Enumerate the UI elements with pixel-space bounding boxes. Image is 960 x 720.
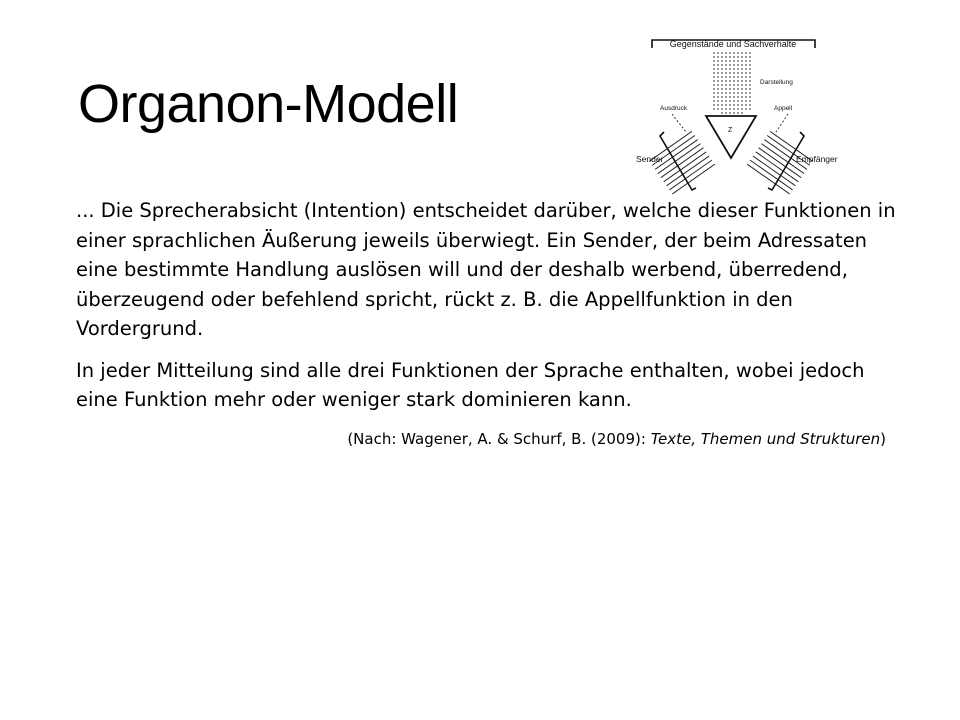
slide-title: Organon-Modell [78, 74, 459, 134]
ausdruck-label: Ausdruck [660, 105, 688, 112]
paragraph-intention: ... Die Sprecherabsicht (Intention) entscheidet darüber, welche dieser Funktionen in einer sprachlichen Äußerung jeweils überwiegt. Ein Sender, der beim Adressaten eine bestimmte Handlung auslösen will und der deshalb werbend, überredend, überzeugend oder befehlend spricht, rückt z. B. die Appellfunktion in den Vordergrund. [76, 199, 896, 340]
center-triangle [706, 116, 756, 158]
top-label: Gegenstände und Sachverhalte [669, 39, 797, 49]
center-label: Z [728, 127, 733, 134]
slide-body [76, 196, 896, 415]
paragraph-functions: In jeder Mitteilung sind alle drei Funktionen der Sprache enthalten, wobei jedoch eine Funktion mehr oder weniger stark dominieren kann. [76, 358, 865, 411]
appell-pointer [776, 114, 788, 132]
ausdruck-pointer [672, 114, 686, 132]
empfaenger-label: Empfänger [796, 154, 838, 164]
sender-label: Sender [636, 154, 664, 164]
citation-work: Texte, Themen und Strukturen [650, 430, 881, 448]
darstellung-label: Darstellung [760, 79, 793, 86]
citation [347, 428, 886, 450]
citation-suffix: ) [880, 430, 886, 448]
appell-label: Appell [774, 105, 793, 112]
citation-prefix: (Nach: Wagener, A. & Schurf, B. (2009): [347, 430, 651, 448]
organon-model-diagram [630, 28, 880, 198]
darstellung-arrows [714, 52, 750, 118]
